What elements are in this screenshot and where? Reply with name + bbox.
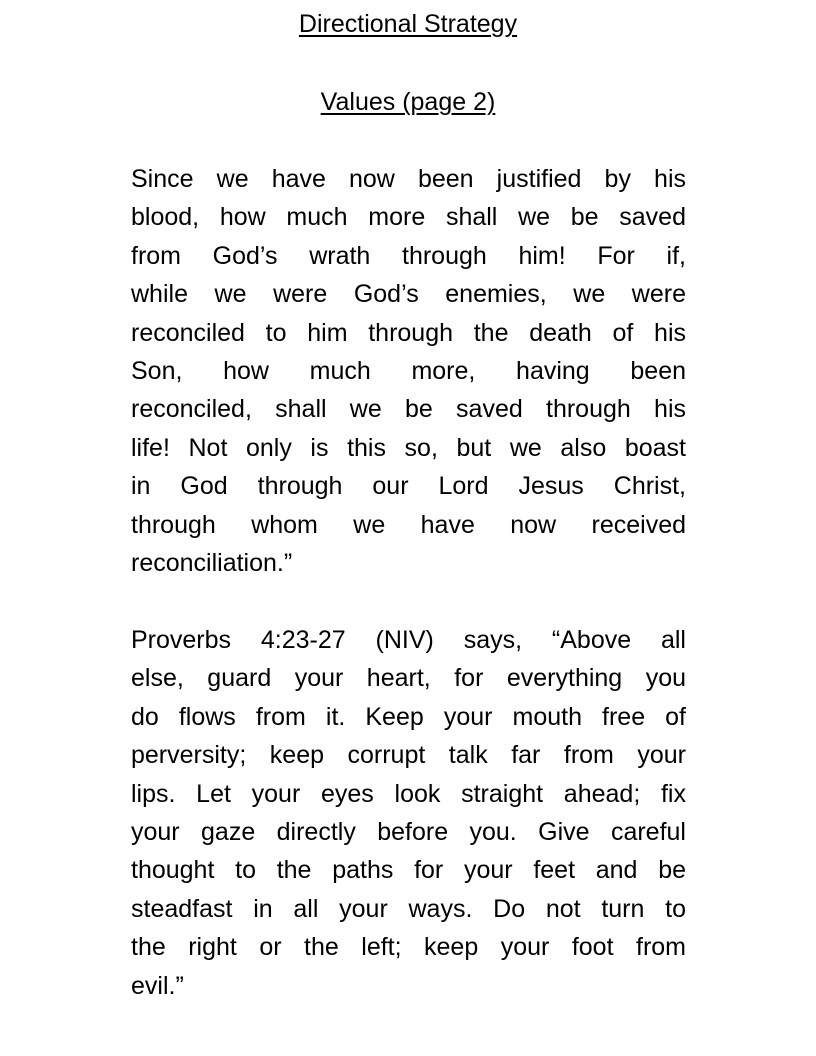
- paragraph-line: reconciled, shall we be saved through his: [131, 395, 686, 424]
- paragraph-line: Since we have now been justified by his: [131, 165, 686, 193]
- paragraph-line: blood, how much more shall we be saved: [131, 203, 686, 232]
- paragraph-romans: [131, 160, 686, 582]
- paragraph-line: Proverbs 4:23-27 (NIV) says, “Above all: [131, 626, 686, 654]
- document-subtitle: [0, 87, 816, 117]
- paragraph-line: life! Not only is this so, but we also boast: [131, 433, 686, 462]
- paragraph-line: reconciliation.”: [131, 548, 293, 577]
- paragraph-line: lips. Let your eyes look straight ahead; fix: [131, 779, 686, 808]
- paragraph-line: Son, how much more, having been: [131, 356, 686, 385]
- paragraph-line: from God’s wrath through him! For if,: [131, 241, 686, 270]
- paragraph-line: do flows from it. Keep your mouth free of: [131, 702, 686, 731]
- paragraph-line: the right or the left; keep your foot from: [131, 933, 686, 962]
- document-subtitle-text: Values (page 2): [320, 88, 496, 116]
- paragraph-line: evil.”: [131, 971, 184, 1000]
- document-title: [0, 9, 816, 39]
- paragraph-line: steadfast in all your ways. Do not turn to: [131, 894, 686, 923]
- paragraph-line: thought to the paths for your feet and be: [131, 856, 686, 885]
- paragraph-line: your gaze directly before you. Give careful: [131, 817, 686, 846]
- document-title-text: Directional Strategy: [298, 10, 518, 38]
- paragraph-line: while we were God’s enemies, we were: [131, 280, 686, 309]
- paragraph-proverbs: [131, 621, 686, 1005]
- paragraph-line: reconciled to him through the death of his: [131, 318, 686, 347]
- paragraph-line: in God through our Lord Jesus Christ,: [131, 472, 686, 501]
- paragraph-line: through whom we have now received: [131, 510, 686, 539]
- paragraph-line: perversity; keep corrupt talk far from your: [131, 741, 686, 770]
- paragraph-line: else, guard your heart, for everything you: [131, 664, 686, 693]
